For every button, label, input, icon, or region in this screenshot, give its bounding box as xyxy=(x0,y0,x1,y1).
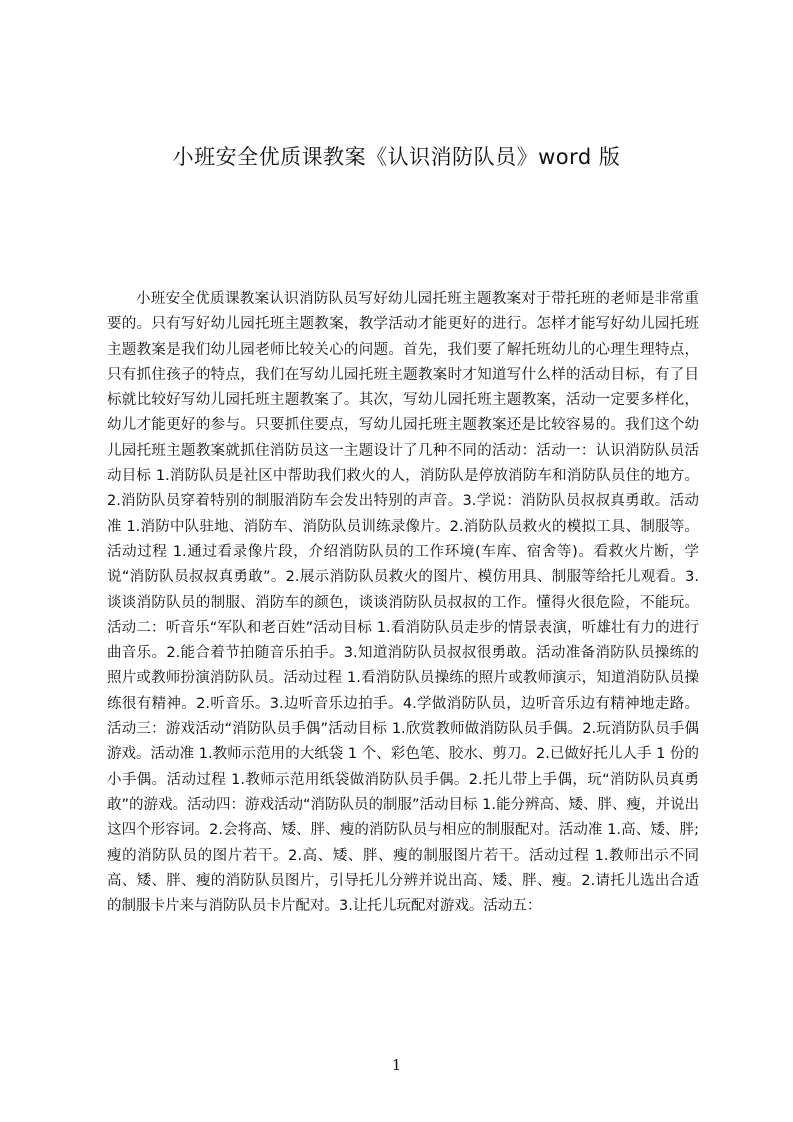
body-paragraph: 小班安全优质课教案认识消防队员写好幼儿园托班主题教案对于带托班的老师是非常重要的。只有写好幼儿园托班主题教案，教学活动才能更好的进行。怎样才能写好幼儿园托班主题教案是我们幼儿园老师比较关心的问题。首先，我们要了解托班幼儿的心理生理特点，只有抓住孩子的特点，我们在写幼儿园托班主题教案时才知道写什么样的活动目标，有了目标就比较好写幼儿园托班主题教案了。其次，写幼儿园托班主题教案，活动一定要多样化，幼儿才能更好的参与。只要抓住要点，写幼儿园托班主题教案还是比较容易的。我们这个幼儿园托班主题教案就抓住消防员这一主题设计了几种不同的活动：活动一：认识消防队员活动目标 1.消防队员是社区中帮助我们救火的人，消防队是停放消防车和消防队员住的地方。2.消防队员穿着特别的制服消防车会发出特别的声音。3.学说：消防队员叔叔真勇敢。活动准 1.消防中队驻地、消防车、消防队员训练录像片。2.消防队员救火的模拟工具、制服等。活动过程 1.通过看录像片段，介绍消防队员的工作环境(车库、宿舍等)。看救火片断，学说“消防队员叔叔真勇敢”。2.展示消防队员救火的图片、模仿用具、制服等给托儿观看。3.谈谈消防队员的制服、消防车的颜色，谈谈消防队员叔叔的工作。懂得火很危险，不能玩。活动二：听音乐“军队和老百姓”活动目标 1.看消防队员走步的情景表演，听雄壮有力的进行曲音乐。2.能合着节拍随音乐拍手。3.知道消防队员叔叔很勇敢。活动准备消防队员操练的照片或教师扮演消防队员。活动过程 1.看消防队员操练的照片或教师演示，知道消防队员操练很有精神。2.听音乐。3.边听音乐边拍手。4.学做消防队员，边听音乐边有精神地走路。活动三：游戏活动“消防队员手偶”活动目标 1.欣赏教师做消防队员手偶。2.玩消防队员手偶游戏。活动准 1.教师示范用的大纸袋 1 个、彩色笔、胶水、剪刀。2.已做好托儿人手 1 份的小手偶。活动过程 1.教师示范用纸袋做消防队员手偶。2.托儿带上手偶，玩“消防队员真勇敢”的游戏。活动四：游戏活动“消防队员的制服”活动目标 1.能分辨高、矮、胖、瘦，并说出这四个形容词。2.会将高、矮、胖、瘦的消防队员与相应的制服配对。活动准 1.高、矮、胖;瘦的消防队员的图片若干。2.高、矮、胖、瘦的制服图片若干。活动过程 1.教师出示不同高、矮、胖、瘦的消防队员图片，引导托儿分辨并说出高、矮、胖、瘦。2.请托儿选出合适的制服卡片来与消防队员卡片配对。3.让托儿玩配对游戏。活动五： xyxy=(107,291,699,915)
page-number: 1 xyxy=(391,1056,402,1074)
document-body xyxy=(107,287,699,919)
document-title: 小班安全优质课教案《认识消防队员》word 版 xyxy=(172,145,621,169)
